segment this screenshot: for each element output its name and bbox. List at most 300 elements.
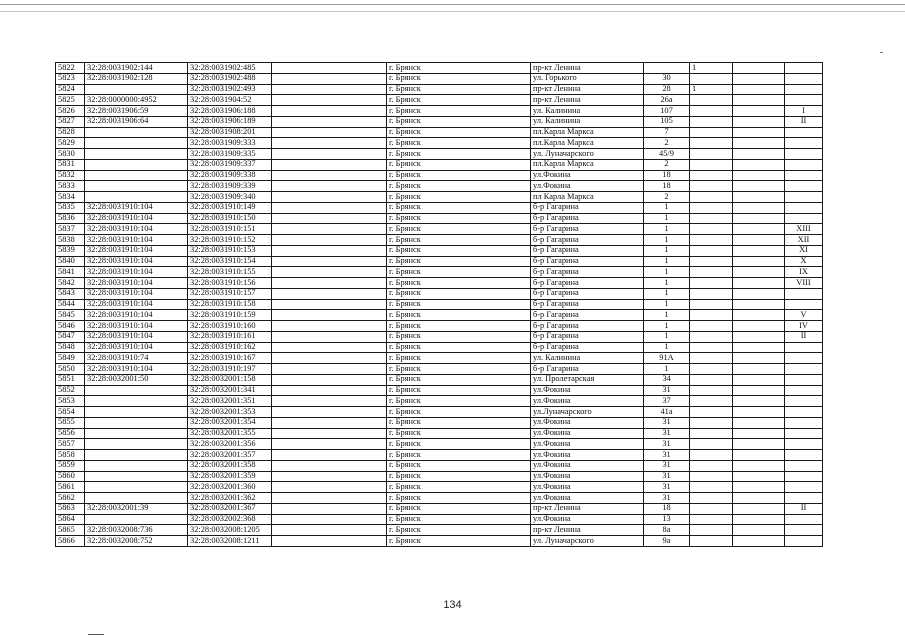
street-cell: ул.Фокина — [531, 396, 644, 407]
empty-cell — [272, 407, 387, 418]
empty-cell — [272, 170, 387, 181]
building-cell — [690, 417, 733, 428]
cadastral-number-cell: 32:28:0031910:104 — [85, 288, 188, 299]
house-number-cell: 1 — [644, 299, 690, 310]
premises-number-cell — [785, 149, 823, 160]
empty-cell — [272, 84, 387, 95]
city-cell: г. Брянск — [387, 256, 531, 267]
house-number-cell: 31 — [644, 471, 690, 482]
building-cell — [690, 353, 733, 364]
empty-cell — [733, 256, 785, 267]
empty-cell — [733, 116, 785, 127]
street-cell: ул.Фокина — [531, 493, 644, 504]
building-cell — [690, 407, 733, 418]
street-cell: б-р Гагарина — [531, 331, 644, 342]
house-number-cell: 1 — [644, 321, 690, 332]
city-cell: г. Брянск — [387, 116, 531, 127]
record-number-cell: 5866 — [56, 536, 85, 547]
premises-number-cell: XI — [785, 245, 823, 256]
cadastral-number-cell — [85, 417, 188, 428]
premises-number-cell — [785, 213, 823, 224]
record-number-cell: 5828 — [56, 127, 85, 138]
object-cadastral-number-cell: 32:28:0032001:356 — [188, 439, 272, 450]
building-cell — [690, 514, 733, 525]
object-cadastral-number-cell: 32:28:0031910:151 — [188, 224, 272, 235]
city-cell: г. Брянск — [387, 460, 531, 471]
table-row — [56, 138, 823, 149]
object-cadastral-number-cell: 32:28:0031910:197 — [188, 364, 272, 375]
city-cell: г. Брянск — [387, 536, 531, 547]
empty-cell — [272, 460, 387, 471]
house-number-cell: 31 — [644, 417, 690, 428]
cadastral-number-cell: 32:28:0031910:104 — [85, 342, 188, 353]
empty-cell — [272, 181, 387, 192]
table-row — [56, 192, 823, 203]
city-cell: г. Брянск — [387, 288, 531, 299]
city-cell: г. Брянск — [387, 235, 531, 246]
scan-speck — [880, 52, 883, 53]
street-cell: б-р Гагарина — [531, 224, 644, 235]
cadastral-number-cell — [85, 482, 188, 493]
empty-cell — [272, 417, 387, 428]
table-row — [56, 181, 823, 192]
premises-number-cell: V — [785, 310, 823, 321]
street-cell: б-р Гагарина — [531, 288, 644, 299]
building-cell — [690, 428, 733, 439]
table-row — [56, 364, 823, 375]
table-row — [56, 84, 823, 95]
street-cell: ул.Фокина — [531, 514, 644, 525]
building-cell — [690, 450, 733, 461]
table-row — [56, 235, 823, 246]
table-row — [56, 95, 823, 106]
empty-cell — [733, 407, 785, 418]
object-cadastral-number-cell: 32:28:0031910:155 — [188, 267, 272, 278]
building-cell — [690, 439, 733, 450]
empty-cell — [733, 267, 785, 278]
table-row — [56, 278, 823, 289]
object-cadastral-number-cell: 32:28:0031910:149 — [188, 202, 272, 213]
street-cell: пр-кт Ленина — [531, 84, 644, 95]
city-cell: г. Брянск — [387, 428, 531, 439]
house-number-cell: 1 — [644, 267, 690, 278]
object-cadastral-number-cell: 32:28:0031902:488 — [188, 73, 272, 84]
object-cadastral-number-cell: 32:28:0031909:337 — [188, 159, 272, 170]
table-row — [56, 299, 823, 310]
scan-edge-line — [0, 11, 905, 12]
premises-number-cell: IX — [785, 267, 823, 278]
premises-number-cell — [785, 428, 823, 439]
premises-number-cell: II — [785, 503, 823, 514]
empty-cell — [733, 63, 785, 74]
object-cadastral-number-cell: 32:28:0032001:359 — [188, 471, 272, 482]
street-cell: б-р Гагарина — [531, 202, 644, 213]
record-number-cell: 5825 — [56, 95, 85, 106]
empty-cell — [733, 482, 785, 493]
street-cell: б-р Гагарина — [531, 278, 644, 289]
record-number-cell: 5839 — [56, 245, 85, 256]
house-number-cell: 2 — [644, 159, 690, 170]
house-number-cell: 26а — [644, 95, 690, 106]
city-cell: г. Брянск — [387, 84, 531, 95]
cadastral-number-cell — [85, 514, 188, 525]
city-cell: г. Брянск — [387, 267, 531, 278]
premises-number-cell — [785, 364, 823, 375]
city-cell: г. Брянск — [387, 396, 531, 407]
premises-number-cell: IV — [785, 321, 823, 332]
record-number-cell: 5830 — [56, 149, 85, 160]
empty-cell — [733, 278, 785, 289]
city-cell: г. Брянск — [387, 331, 531, 342]
premises-number-cell — [785, 138, 823, 149]
record-number-cell: 5863 — [56, 503, 85, 514]
empty-cell — [733, 310, 785, 321]
building-cell — [690, 331, 733, 342]
empty-cell — [733, 245, 785, 256]
cadastral-number-cell: 32:28:0032008:752 — [85, 536, 188, 547]
record-number-cell: 5824 — [56, 84, 85, 95]
building-cell — [690, 321, 733, 332]
building-cell — [690, 213, 733, 224]
street-cell: ул. Калинина — [531, 353, 644, 364]
object-cadastral-number-cell: 32:28:0031910:161 — [188, 331, 272, 342]
cadastral-number-cell: 32:28:0031910:104 — [85, 224, 188, 235]
house-number-cell: 1 — [644, 224, 690, 235]
empty-cell — [272, 278, 387, 289]
building-cell — [690, 299, 733, 310]
building-cell — [690, 192, 733, 203]
building-cell — [690, 73, 733, 84]
table-row — [56, 63, 823, 74]
record-number-cell: 5831 — [56, 159, 85, 170]
cadastral-number-cell — [85, 407, 188, 418]
premises-number-cell — [785, 73, 823, 84]
building-cell — [690, 235, 733, 246]
object-cadastral-number-cell: 32:28:0031908:201 — [188, 127, 272, 138]
object-cadastral-number-cell: 32:28:0032001:360 — [188, 482, 272, 493]
premises-number-cell — [785, 353, 823, 364]
cadastral-number-cell: 32:28:0031910:74 — [85, 353, 188, 364]
record-number-cell: 5853 — [56, 396, 85, 407]
street-cell: ул. Горького — [531, 73, 644, 84]
premises-number-cell: II — [785, 331, 823, 342]
premises-number-cell — [785, 385, 823, 396]
object-cadastral-number-cell: 32:28:0031909:339 — [188, 181, 272, 192]
record-number-cell: 5832 — [56, 170, 85, 181]
empty-cell — [272, 116, 387, 127]
building-cell — [690, 95, 733, 106]
table-row — [56, 170, 823, 181]
street-cell: ул.Луначарского — [531, 407, 644, 418]
empty-cell — [733, 514, 785, 525]
empty-cell — [733, 224, 785, 235]
city-cell: г. Брянск — [387, 202, 531, 213]
street-cell: б-р Гагарина — [531, 342, 644, 353]
empty-cell — [272, 149, 387, 160]
cadastral-number-cell: 32:28:0031910:104 — [85, 267, 188, 278]
premises-number-cell: X — [785, 256, 823, 267]
house-number-cell: 7 — [644, 127, 690, 138]
city-cell: г. Брянск — [387, 417, 531, 428]
building-cell: 1 — [690, 63, 733, 74]
table-row — [56, 127, 823, 138]
city-cell: г. Брянск — [387, 299, 531, 310]
city-cell: г. Брянск — [387, 181, 531, 192]
street-cell: б-р Гагарина — [531, 364, 644, 375]
house-number-cell: 31 — [644, 439, 690, 450]
building-cell — [690, 181, 733, 192]
street-cell: б-р Гагарина — [531, 310, 644, 321]
cadastral-number-cell — [85, 439, 188, 450]
premises-number-cell — [785, 159, 823, 170]
city-cell: г. Брянск — [387, 482, 531, 493]
house-number-cell: 28 — [644, 84, 690, 95]
empty-cell — [272, 106, 387, 117]
city-cell: г. Брянск — [387, 503, 531, 514]
house-number-cell: 31 — [644, 482, 690, 493]
street-cell: пр-кт Ленина — [531, 63, 644, 74]
building-cell — [690, 493, 733, 504]
premises-number-cell — [785, 170, 823, 181]
building-cell — [690, 224, 733, 235]
empty-cell — [272, 385, 387, 396]
house-number-cell: 1 — [644, 331, 690, 342]
record-number-cell: 5833 — [56, 181, 85, 192]
object-cadastral-number-cell: 32:28:0032008:1205 — [188, 525, 272, 536]
table-row — [56, 417, 823, 428]
cadastral-number-cell: 32:28:0031910:104 — [85, 299, 188, 310]
premises-number-cell — [785, 181, 823, 192]
cadastral-number-cell: 32:28:0031910:104 — [85, 331, 188, 342]
record-number-cell: 5836 — [56, 213, 85, 224]
record-number-cell: 5850 — [56, 364, 85, 375]
street-cell: б-р Гагарина — [531, 256, 644, 267]
premises-number-cell: VIII — [785, 278, 823, 289]
street-cell: б-р Гагарина — [531, 245, 644, 256]
scan-edge-line — [88, 634, 104, 635]
object-cadastral-number-cell: 32:28:0032001:362 — [188, 493, 272, 504]
house-number-cell: 45/9 — [644, 149, 690, 160]
empty-cell — [272, 202, 387, 213]
empty-cell — [733, 331, 785, 342]
empty-cell — [733, 321, 785, 332]
object-cadastral-number-cell: 32:28:0031906:189 — [188, 116, 272, 127]
empty-cell — [272, 245, 387, 256]
empty-cell — [733, 428, 785, 439]
cadastral-number-cell — [85, 84, 188, 95]
table-row — [56, 256, 823, 267]
house-number-cell: 31 — [644, 428, 690, 439]
table-row — [56, 460, 823, 471]
city-cell: г. Брянск — [387, 127, 531, 138]
city-cell: г. Брянск — [387, 407, 531, 418]
record-number-cell: 5841 — [56, 267, 85, 278]
building-cell — [690, 159, 733, 170]
premises-number-cell — [785, 417, 823, 428]
street-cell: ул.Фокина — [531, 439, 644, 450]
object-cadastral-number-cell: 32:28:0032001:353 — [188, 407, 272, 418]
house-number-cell: 1 — [644, 364, 690, 375]
empty-cell — [733, 73, 785, 84]
table-row — [56, 106, 823, 117]
premises-number-cell — [785, 192, 823, 203]
table-row — [56, 428, 823, 439]
premises-number-cell — [785, 460, 823, 471]
building-cell — [690, 278, 733, 289]
record-number-cell: 5856 — [56, 428, 85, 439]
building-cell — [690, 288, 733, 299]
table-row — [56, 396, 823, 407]
record-number-cell: 5852 — [56, 385, 85, 396]
record-number-cell: 5826 — [56, 106, 85, 117]
street-cell: ул.Фокина — [531, 482, 644, 493]
empty-cell — [733, 299, 785, 310]
record-number-cell: 5858 — [56, 450, 85, 461]
house-number-cell: 2 — [644, 192, 690, 203]
city-cell: г. Брянск — [387, 245, 531, 256]
record-number-cell: 5843 — [56, 288, 85, 299]
city-cell: г. Брянск — [387, 192, 531, 203]
cadastral-number-cell — [85, 493, 188, 504]
city-cell: г. Брянск — [387, 321, 531, 332]
table-row — [56, 439, 823, 450]
empty-cell — [733, 536, 785, 547]
record-number-cell: 5857 — [56, 439, 85, 450]
empty-cell — [272, 192, 387, 203]
record-number-cell: 5855 — [56, 417, 85, 428]
table-row — [56, 310, 823, 321]
object-cadastral-number-cell: 32:28:0032001:367 — [188, 503, 272, 514]
building-cell — [690, 106, 733, 117]
street-cell: пл.Карла Маркса — [531, 138, 644, 149]
empty-cell — [733, 149, 785, 160]
street-cell: б-р Гагарина — [531, 235, 644, 246]
empty-cell — [272, 63, 387, 74]
record-number-cell: 5842 — [56, 278, 85, 289]
cadastral-number-cell — [85, 149, 188, 160]
empty-cell — [272, 224, 387, 235]
empty-cell — [733, 106, 785, 117]
building-cell — [690, 503, 733, 514]
cadastral-number-cell: 32:28:0032008:736 — [85, 525, 188, 536]
house-number-cell: 18 — [644, 181, 690, 192]
empty-cell — [733, 170, 785, 181]
record-number-cell: 5849 — [56, 353, 85, 364]
house-number-cell: 31 — [644, 385, 690, 396]
table-row — [56, 245, 823, 256]
cadastral-number-cell — [85, 170, 188, 181]
table-row — [56, 374, 823, 385]
house-number-cell: 37 — [644, 396, 690, 407]
empty-cell — [272, 73, 387, 84]
premises-number-cell — [785, 493, 823, 504]
city-cell: г. Брянск — [387, 224, 531, 235]
house-number-cell: 105 — [644, 116, 690, 127]
record-number-cell: 5847 — [56, 331, 85, 342]
city-cell: г. Брянск — [387, 525, 531, 536]
registry-body — [56, 63, 823, 547]
building-cell — [690, 342, 733, 353]
premises-number-cell — [785, 514, 823, 525]
street-cell: ул. Пролетарская — [531, 374, 644, 385]
empty-cell — [733, 127, 785, 138]
premises-number-cell: I — [785, 106, 823, 117]
premises-number-cell — [785, 342, 823, 353]
object-cadastral-number-cell: 32:28:0031909:333 — [188, 138, 272, 149]
table-row — [56, 514, 823, 525]
cadastral-number-cell — [85, 181, 188, 192]
table-row — [56, 450, 823, 461]
object-cadastral-number-cell: 32:28:0031902:485 — [188, 63, 272, 74]
table-row — [56, 471, 823, 482]
empty-cell — [272, 493, 387, 504]
table-row — [56, 159, 823, 170]
empty-cell — [272, 503, 387, 514]
street-cell: ул.Фокина — [531, 181, 644, 192]
table-row — [56, 267, 823, 278]
house-number-cell — [644, 63, 690, 74]
record-number-cell: 5848 — [56, 342, 85, 353]
house-number-cell: 1 — [644, 310, 690, 321]
empty-cell — [733, 235, 785, 246]
city-cell: г. Брянск — [387, 514, 531, 525]
premises-number-cell — [785, 127, 823, 138]
registry-table — [55, 62, 823, 547]
empty-cell — [272, 95, 387, 106]
street-cell: ул.Фокина — [531, 385, 644, 396]
record-number-cell: 5838 — [56, 235, 85, 246]
object-cadastral-number-cell: 32:28:0031910:162 — [188, 342, 272, 353]
cadastral-number-cell: 32:28:0032001:50 — [85, 374, 188, 385]
record-number-cell: 5851 — [56, 374, 85, 385]
street-cell: б-р Гагарина — [531, 321, 644, 332]
building-cell — [690, 256, 733, 267]
house-number-cell: 1 — [644, 342, 690, 353]
premises-number-cell: II — [785, 116, 823, 127]
city-cell: г. Брянск — [387, 95, 531, 106]
table-row — [56, 493, 823, 504]
house-number-cell: 18 — [644, 503, 690, 514]
record-number-cell: 5860 — [56, 471, 85, 482]
cadastral-number-cell — [85, 450, 188, 461]
street-cell: б-р Гагарина — [531, 299, 644, 310]
cadastral-number-cell: 32:28:0031910:104 — [85, 235, 188, 246]
record-number-cell: 5837 — [56, 224, 85, 235]
premises-number-cell — [785, 374, 823, 385]
object-cadastral-number-cell: 32:28:0032002:368 — [188, 514, 272, 525]
table-row — [56, 331, 823, 342]
house-number-cell: 1 — [644, 288, 690, 299]
object-cadastral-number-cell: 32:28:0031910:150 — [188, 213, 272, 224]
record-number-cell: 5854 — [56, 407, 85, 418]
street-cell: ул. Луначарского — [531, 536, 644, 547]
record-number-cell: 5840 — [56, 256, 85, 267]
city-cell: г. Брянск — [387, 439, 531, 450]
city-cell: г. Брянск — [387, 63, 531, 74]
city-cell: г. Брянск — [387, 73, 531, 84]
table-row — [56, 536, 823, 547]
street-cell: пр-кт Ленина — [531, 525, 644, 536]
empty-cell — [272, 471, 387, 482]
building-cell — [690, 385, 733, 396]
empty-cell — [272, 428, 387, 439]
house-number-cell: 107 — [644, 106, 690, 117]
object-cadastral-number-cell: 32:28:0032008:1211 — [188, 536, 272, 547]
building-cell — [690, 267, 733, 278]
cadastral-number-cell: 32:28:0031906:64 — [85, 116, 188, 127]
building-cell — [690, 310, 733, 321]
house-number-cell: 1 — [644, 245, 690, 256]
